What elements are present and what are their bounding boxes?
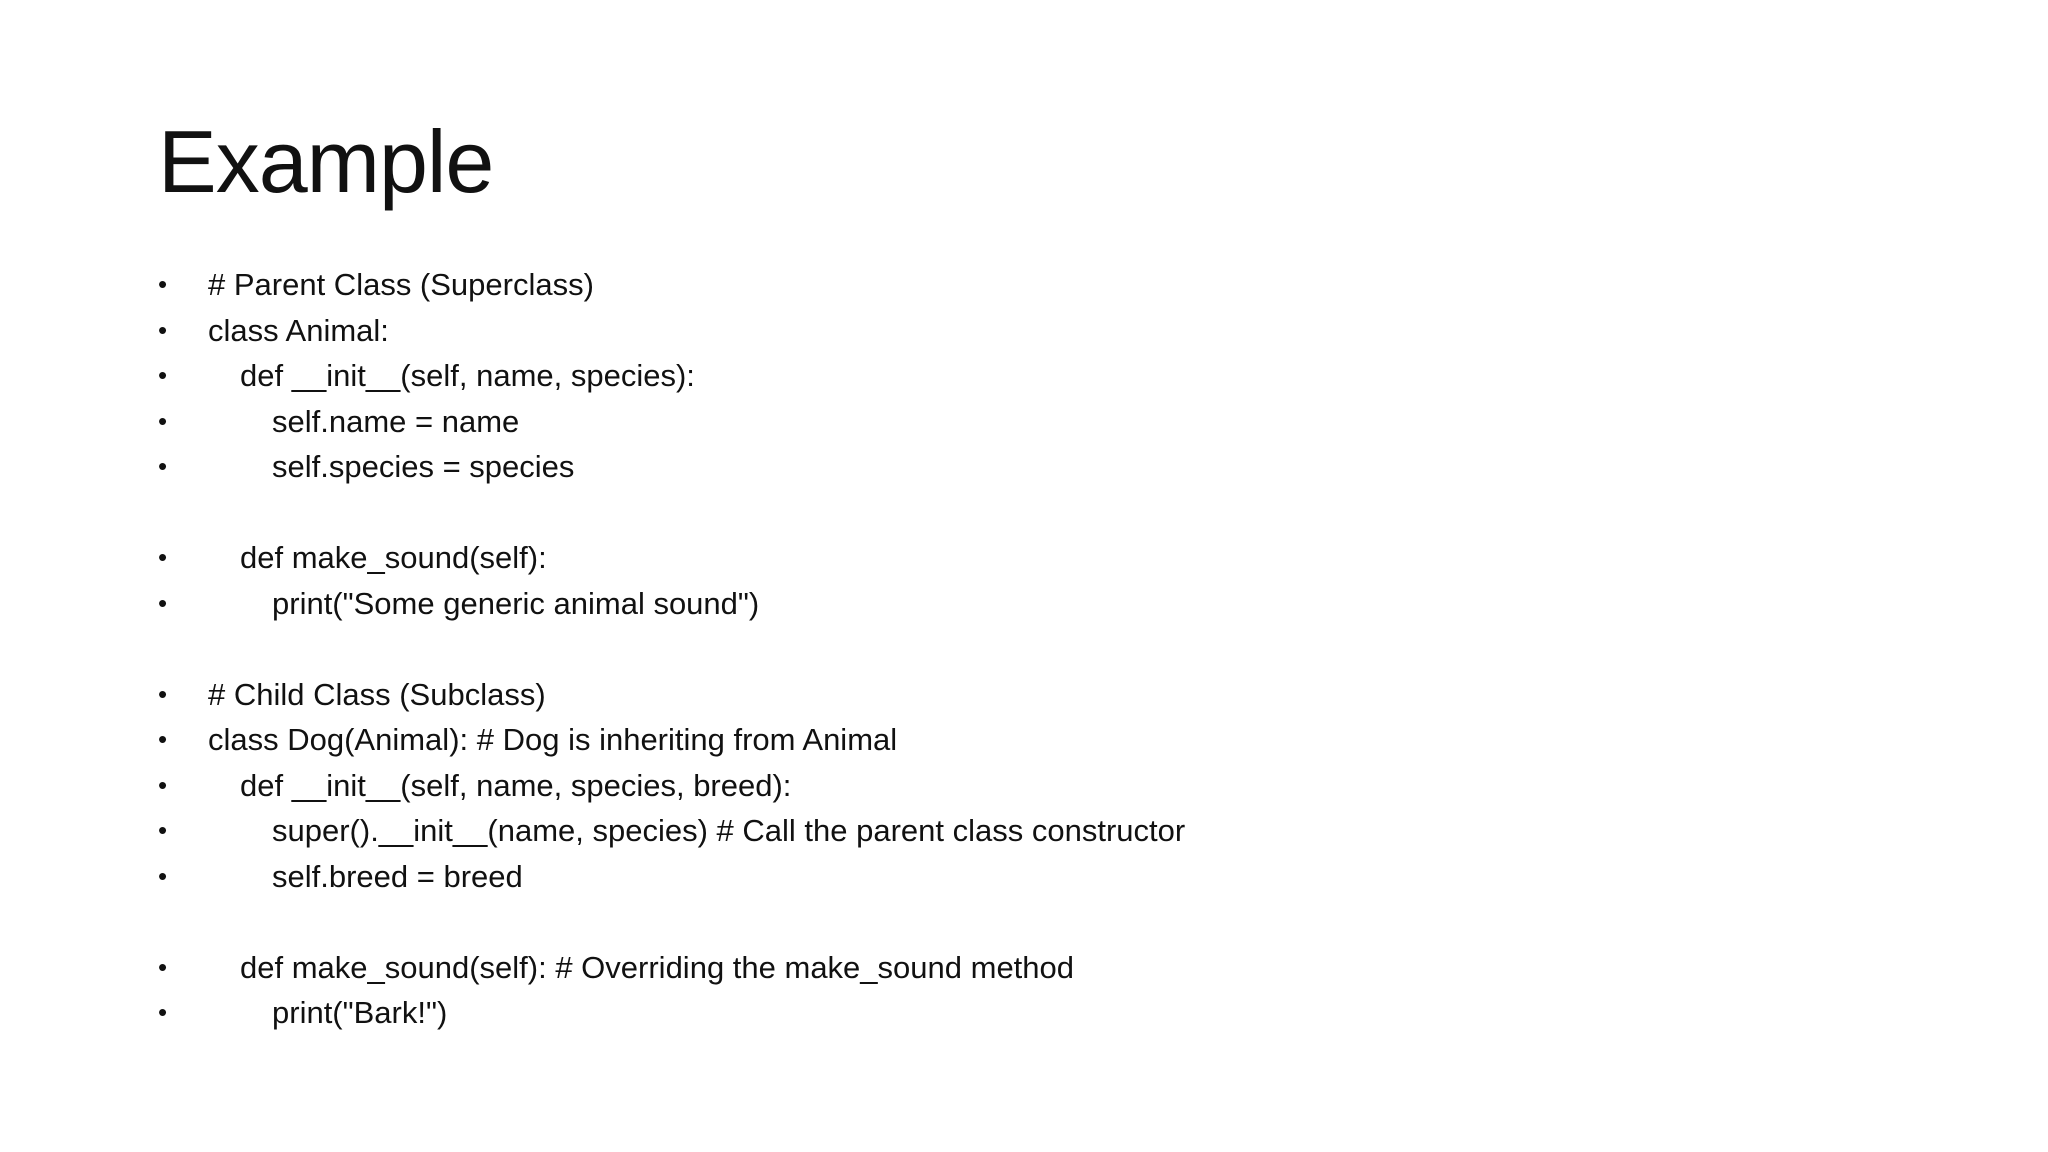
bullet-icon: • — [158, 542, 168, 572]
code-line-text: # Parent Class (Superclass) — [208, 267, 594, 302]
code-line — [158, 581, 1858, 627]
code-line-text: class Dog(Animal): # Dog is inheriting from Animal — [208, 722, 898, 757]
code-line — [158, 262, 1858, 308]
code-line — [158, 945, 1858, 991]
blank-line — [158, 490, 1858, 536]
code-bullet-list — [158, 262, 1858, 1036]
code-line — [158, 535, 1858, 581]
code-line-text: print("Bark!") — [272, 995, 448, 1030]
bullet-icon: • — [158, 314, 168, 345]
code-line — [158, 808, 1858, 854]
code-line-text: # Child Class (Subclass) — [208, 676, 546, 712]
code-line-text: super().__init__(name, species) # Call the parent class constructor — [272, 813, 1186, 848]
code-line — [158, 854, 1858, 900]
code-line — [158, 717, 1858, 763]
bullet-icon: • — [158, 815, 168, 845]
bullet-icon: • — [158, 769, 168, 800]
code-line-text: def make_sound(self): — [240, 540, 547, 575]
code-line-text: def __init__(self, name, species): — [240, 358, 695, 393]
code-line-text: self.species = species — [272, 449, 575, 484]
bullet-icon: • — [158, 587, 168, 618]
code-line — [158, 763, 1858, 809]
bullet-icon: • — [158, 360, 168, 390]
blank-line — [158, 899, 1858, 945]
bullet-icon: • — [158, 951, 168, 982]
code-line — [158, 672, 1858, 718]
bullet-icon: • — [158, 451, 168, 481]
bullet-icon: • — [158, 405, 168, 436]
code-line — [158, 308, 1858, 354]
bullet-icon: • — [158, 724, 168, 754]
code-line — [158, 399, 1858, 445]
code-line-text: self.name = name — [272, 403, 520, 439]
code-line-text: def __init__(self, name, species, breed): — [240, 767, 792, 803]
code-line — [158, 990, 1858, 1036]
code-line-text: print("Some generic animal sound") — [272, 585, 760, 621]
code-line — [158, 444, 1858, 490]
blank-line — [158, 626, 1858, 672]
bullet-icon: • — [158, 269, 168, 299]
slide-title: Example — [158, 112, 494, 211]
bullet-icon: • — [158, 860, 168, 891]
bullet-icon: • — [158, 678, 168, 709]
code-line-text: self.breed = breed — [272, 858, 523, 894]
bullet-icon: • — [158, 997, 168, 1027]
code-line — [158, 353, 1858, 399]
code-line-text: class Animal: — [208, 312, 389, 348]
code-line-text: def make_sound(self): # Overriding the make_sound method — [240, 949, 1075, 985]
